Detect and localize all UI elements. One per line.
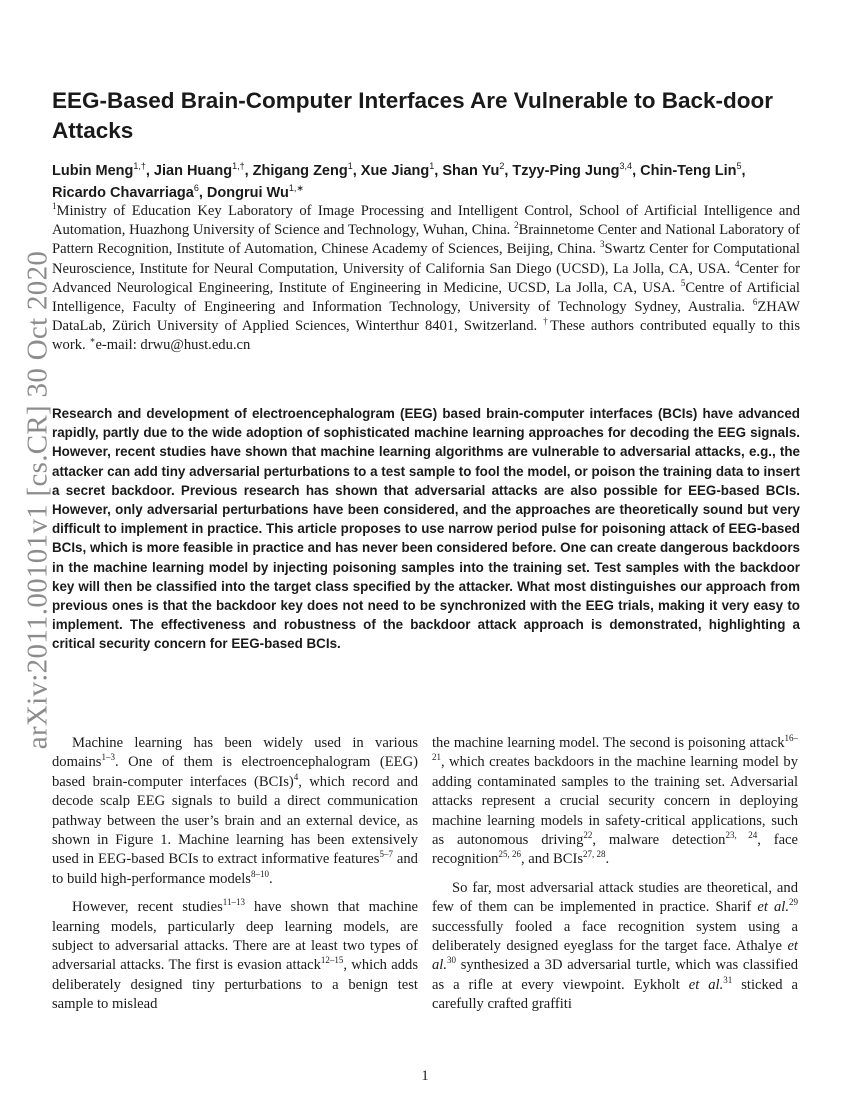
- body-paragraph: Machine learning has been widely used in various domains$^{1-3}$. One of them is electroencephalogram (EEG) based brain-computer interfaces (BCIs)$^4$, which record and decode scalp EEG signals to build a direct communication pathway between the user’s brain and an external device, as shown in Figure 1. Machine learning has been extensively used in EEG-based BCIs to extract informative features$^{5-7}$ and to build high-performance models$^{8-10}$.: [52, 735, 418, 887]
- citation-ref: 25, 26: [498, 849, 521, 860]
- author-affiliation-mark: 1,†: [232, 161, 245, 172]
- citation-ref: 4: [293, 771, 299, 782]
- body-paragraph: However, recent studies$^{11-13}$ have shown that machine learning models, particularly deep learning models, are subject to adversarial attacks. There are at least two types of adversarial attacks. The first is evasion attack$^{12-15}$, which adds deliberately designed tiny perturbations to a benign test sample to mislead: [52, 897, 418, 1013]
- citation-ref: 29: [789, 897, 798, 908]
- affiliation: $^6$ZHAW DataLab, Zürich University of Applied Sciences, Winterthur 8401, Switzerland.: [52, 297, 800, 335]
- citation-ref: 22: [583, 830, 593, 841]
- body-paragraph: the machine learning model. The second is poisoning attack$^{16-21}$, which creates backdoors in the machine learning model by adding contaminated samples to the training set. Adversarial attacks represent a crucial security concern in deploying machine learning models in safety-critical applications, such as autonomous driving$^{22}$, malware detection$^{23, 24}$, face recognition$^{25, 26}$, and BCIs$^{27, 28}$.: [432, 733, 799, 868]
- author: Ricardo Chavarriaga$^6$: [52, 183, 199, 201]
- author-list: Lubin Meng$^{1,\dagger}$, Jian Huang$^{1,\dagger}$, Zhigang Zeng$^1$, Xue Jiang$^1$, Shan Yu$^2$, Tzyy-Ping Jung$^{3,4}$, Chin-Teng Lin$^5$, Ricardo Chavarriaga$^6$, Dongrui $Wu^{1,∗}$: [52, 161, 746, 201]
- author: Zhigang Zeng$^1$: [252, 161, 353, 179]
- author-affiliation-mark: 3,4: [619, 161, 633, 172]
- affiliation: $^2$Brainnetome Center and National Laboratory of Pattern Recognition, Institute of Automation, Chinese Academy of Sciences, Beijing, China.: [52, 220, 800, 258]
- affiliation: ∗e-mail: drwu@hust.edu.cn: [89, 335, 251, 354]
- page-number: 1: [421, 1068, 429, 1084]
- author-affiliation-mark: 1,∗: [288, 183, 304, 194]
- body-column-right: [432, 734, 798, 1015]
- citation-ref: 23, 24: [725, 830, 758, 841]
- citation-ref: 11–13: [222, 897, 245, 908]
- paper-title: EEG-Based Brain-Computer Interfaces Are Vulnerable to Back-door Attacks: [52, 88, 773, 143]
- author-affiliation-mark: 2: [499, 161, 505, 172]
- author-affiliation-mark: 1: [429, 161, 435, 172]
- citation-ref: 1–3: [101, 752, 115, 763]
- abstract: Research and development of electroencephalogram (EEG) based brain-computer interfaces (BCIs) have advanced rapidly, partly due to the wide adoption of sophisticated machine learning approaches for decoding the EEG signals. However, recent studies have shown that machine learning algorithms are vulnerable to adversarial attacks, e.g., the attacker can add tiny adversarial perturbations to a test sample to fool the model, or poison the training data to insert a secret backdoor. Previous research has shown that adversarial attacks are also possible for EEG-based BCIs. However, only adversarial perturbations have been considered, and the approaches are theoretically sound but very difficult to implement in practice. This article proposes to use narrow period pulse for poisoning attack of EEG-based BCIs, which is more feasible in practice and has never been considered before. One can create dangerous backdoors in the machine learning model by injecting poisoning samples into the training set. Test samples with the backdoor key will then be classified into the target class specified by the attacker. What most distinguishes our approach from previous ones is that the backdoor key does not need to be synchronized with the EEG trials, making it very easy to implement. The effectiveness and robustness of the backdoor attack approach is demonstrated, highlighting a critical security concern for EEG-based BCIs.: [52, 406, 800, 652]
- author-affiliation-mark: 1,†: [133, 161, 146, 172]
- author: Jian Huang$^{1,\dagger}$: [153, 161, 245, 179]
- citation-ref: 27, 28: [583, 849, 606, 860]
- citation-ref: 16–21: [432, 733, 798, 763]
- affiliation: $^3$Swartz Center for Computational Neuroscience, Institute for Neural Computation, University of California San Diego (UCSD), La Jolla, CA, USA.: [52, 239, 800, 277]
- body-column-left: [52, 734, 418, 1015]
- body-paragraph: So far, most adversarial attack studies are theoretical, and few of them can be implemented in practice. Sharif et al.$^{29}$ successfully fooled a face recognition system using a deliberately designed eyeglass for the target face. Athalye et al.$^{30}$ synthesized a 3D adversarial turtle, which was classified as a rifle at every viewpoint. Eykholt et al.$^{31}$ sticked a carefully crafted graffiti: [432, 879, 798, 1013]
- citation-ref: 5–7: [379, 849, 393, 860]
- citation-ref: 30: [447, 955, 456, 966]
- author: Tzyy-Ping Jung$^{3,4}$: [512, 161, 633, 179]
- affiliation: $^4$Center for Advanced Neurological Engineering, Institute of Engineering in Medicine, UCSD, La Jolla, CA, USA.: [52, 258, 800, 296]
- author: Chin-Teng Lin$^5$: [640, 161, 742, 179]
- author-affiliation-mark: 1: [347, 161, 353, 172]
- citation-ref: 12–15: [320, 955, 344, 966]
- affiliation: $^1$Ministry of Education Key Laboratory of Image Processing and Intelligent Control, School of Artificial Intelligence and Automation, Huazhong University of Science and Technology, Wuhan, China.: [52, 201, 800, 239]
- citation-ref: 31: [723, 975, 733, 986]
- affiliation-list: [52, 202, 800, 356]
- author: Lubin Meng$^{1,\dagger}$: [52, 161, 146, 179]
- arxiv-identifier-text: arXiv:2011.00101v1 [cs.CR] 30 Oct 2020: [21, 250, 54, 750]
- author: Dongrui $Wu^{1,∗}$: [206, 183, 304, 201]
- affiliation: $^5$Centre of Artificial Intelligence, Faculty of Engineering and Information Technology, University of Technology Sydney, Australia.: [52, 277, 800, 316]
- author: Shan Yu$^2$: [442, 161, 505, 179]
- author: Xue Jiang$^1$: [360, 161, 435, 179]
- author-affiliation-mark: 5: [736, 161, 742, 172]
- citation-ref: 8–10: [251, 868, 269, 879]
- affiliation: †These authors contributed equally to this work.: [52, 316, 801, 354]
- author-affiliation-mark: 6: [193, 183, 199, 194]
